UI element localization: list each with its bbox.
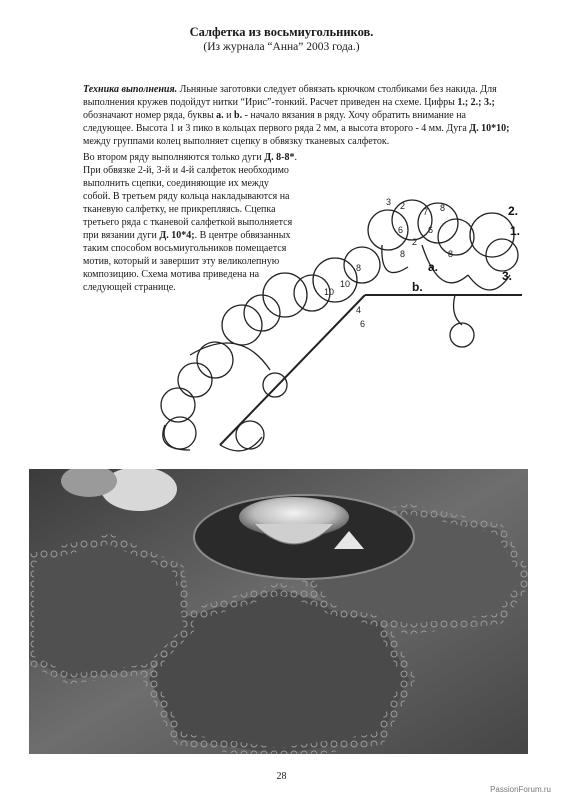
count-label: 10: [340, 279, 351, 289]
ring: [450, 323, 474, 347]
text-run: между группами колец выполняет сцепку в обвязку тканевых салфеток.: [83, 136, 390, 147]
arc-code: Д. 8-8*: [264, 152, 295, 163]
doily-octagon: [29, 539, 189, 679]
page-subtitle: (Из журнала “Анна” 2003 года.): [203, 41, 360, 53]
ring: [344, 247, 380, 283]
ring: [263, 373, 287, 397]
row-label-1: 1.: [510, 224, 521, 238]
text-run: . При обвязке 2-й, 3-й и 4-й салфеток необходимо выполнить сцепки, соединяющие их между собой. В третьем ряду кольца накладываются на тканевую салфетку, не прикрепляясь. Сцепка третьего ряда с тканевой салфеткой выполняется при вязании дуги: [83, 152, 297, 241]
tatting-diagram: [150, 175, 530, 460]
page-title: Салфетка из восьмиугольников.: [189, 25, 374, 39]
ring: [313, 258, 357, 302]
ring: [236, 421, 264, 449]
fabric-edge-diagonal: [220, 295, 365, 445]
row-label-3: 3.: [502, 269, 513, 283]
count-label: 8: [356, 263, 362, 273]
count-label: 6: [428, 225, 434, 235]
row-numbers: 1.; 2.; 3.;: [457, 97, 495, 108]
count-label: 8: [440, 203, 446, 213]
start-label-a: a.: [428, 260, 439, 274]
count-label: 3: [386, 197, 392, 207]
text-run: и: [223, 110, 235, 121]
doily-photo: [29, 469, 528, 754]
watermark: PassionForum.ru: [490, 785, 551, 794]
ring: [438, 219, 474, 255]
instructions-paragraph-top: [83, 83, 513, 148]
technique-heading: Техника выполнения.: [83, 84, 178, 95]
count-label: 10: [324, 287, 335, 297]
ring: [178, 363, 212, 397]
letter-b: b.: [234, 110, 243, 121]
count-label: 6: [360, 319, 366, 329]
count-label: 2: [400, 201, 406, 211]
page-number: 28: [276, 771, 287, 782]
count-label: 7: [423, 207, 429, 217]
ring: [197, 342, 233, 378]
count-label: 6: [398, 225, 404, 235]
arc-code: Д. 10*4;: [159, 230, 195, 241]
arc-code: Д. 10*10;: [469, 123, 510, 134]
ring: [222, 305, 262, 345]
row-label-2: 2.: [508, 204, 519, 218]
count-label: 8: [448, 249, 454, 259]
text-run: обозначают номер ряда, буквы: [83, 110, 217, 121]
text-run: . В центре обвязанных таким способом восьмиугольников помещается мотив, который и завершит эту великолепную композицию. Схема мотива приведена на следующей странице.: [83, 230, 291, 293]
count-label: 2: [412, 237, 418, 247]
count-label: 4: [356, 305, 362, 315]
ring: [470, 213, 514, 257]
arc: [454, 295, 462, 325]
count-label: 8: [400, 249, 406, 259]
letter-a: a.: [216, 110, 224, 121]
arc: [163, 425, 190, 450]
text-run: Во втором ряду выполняются только дуги: [83, 152, 265, 163]
text-run: - начало вязания в ряду. Хочу обратить внимание на следующее. Высота 1 и 3 пико в кольцах первого ряда 2 мм, а высота второго - 4 мм. Дуга: [83, 110, 470, 134]
text-run: Льняные заготовки следует обвязать крючком столбиками без накида. Для выполнения кружев подойдут нитки “Ирис”-тонкий. Расчет приведен на схеме. Цифры: [83, 84, 497, 108]
start-label-b: b.: [412, 280, 423, 294]
ring: [263, 273, 307, 317]
